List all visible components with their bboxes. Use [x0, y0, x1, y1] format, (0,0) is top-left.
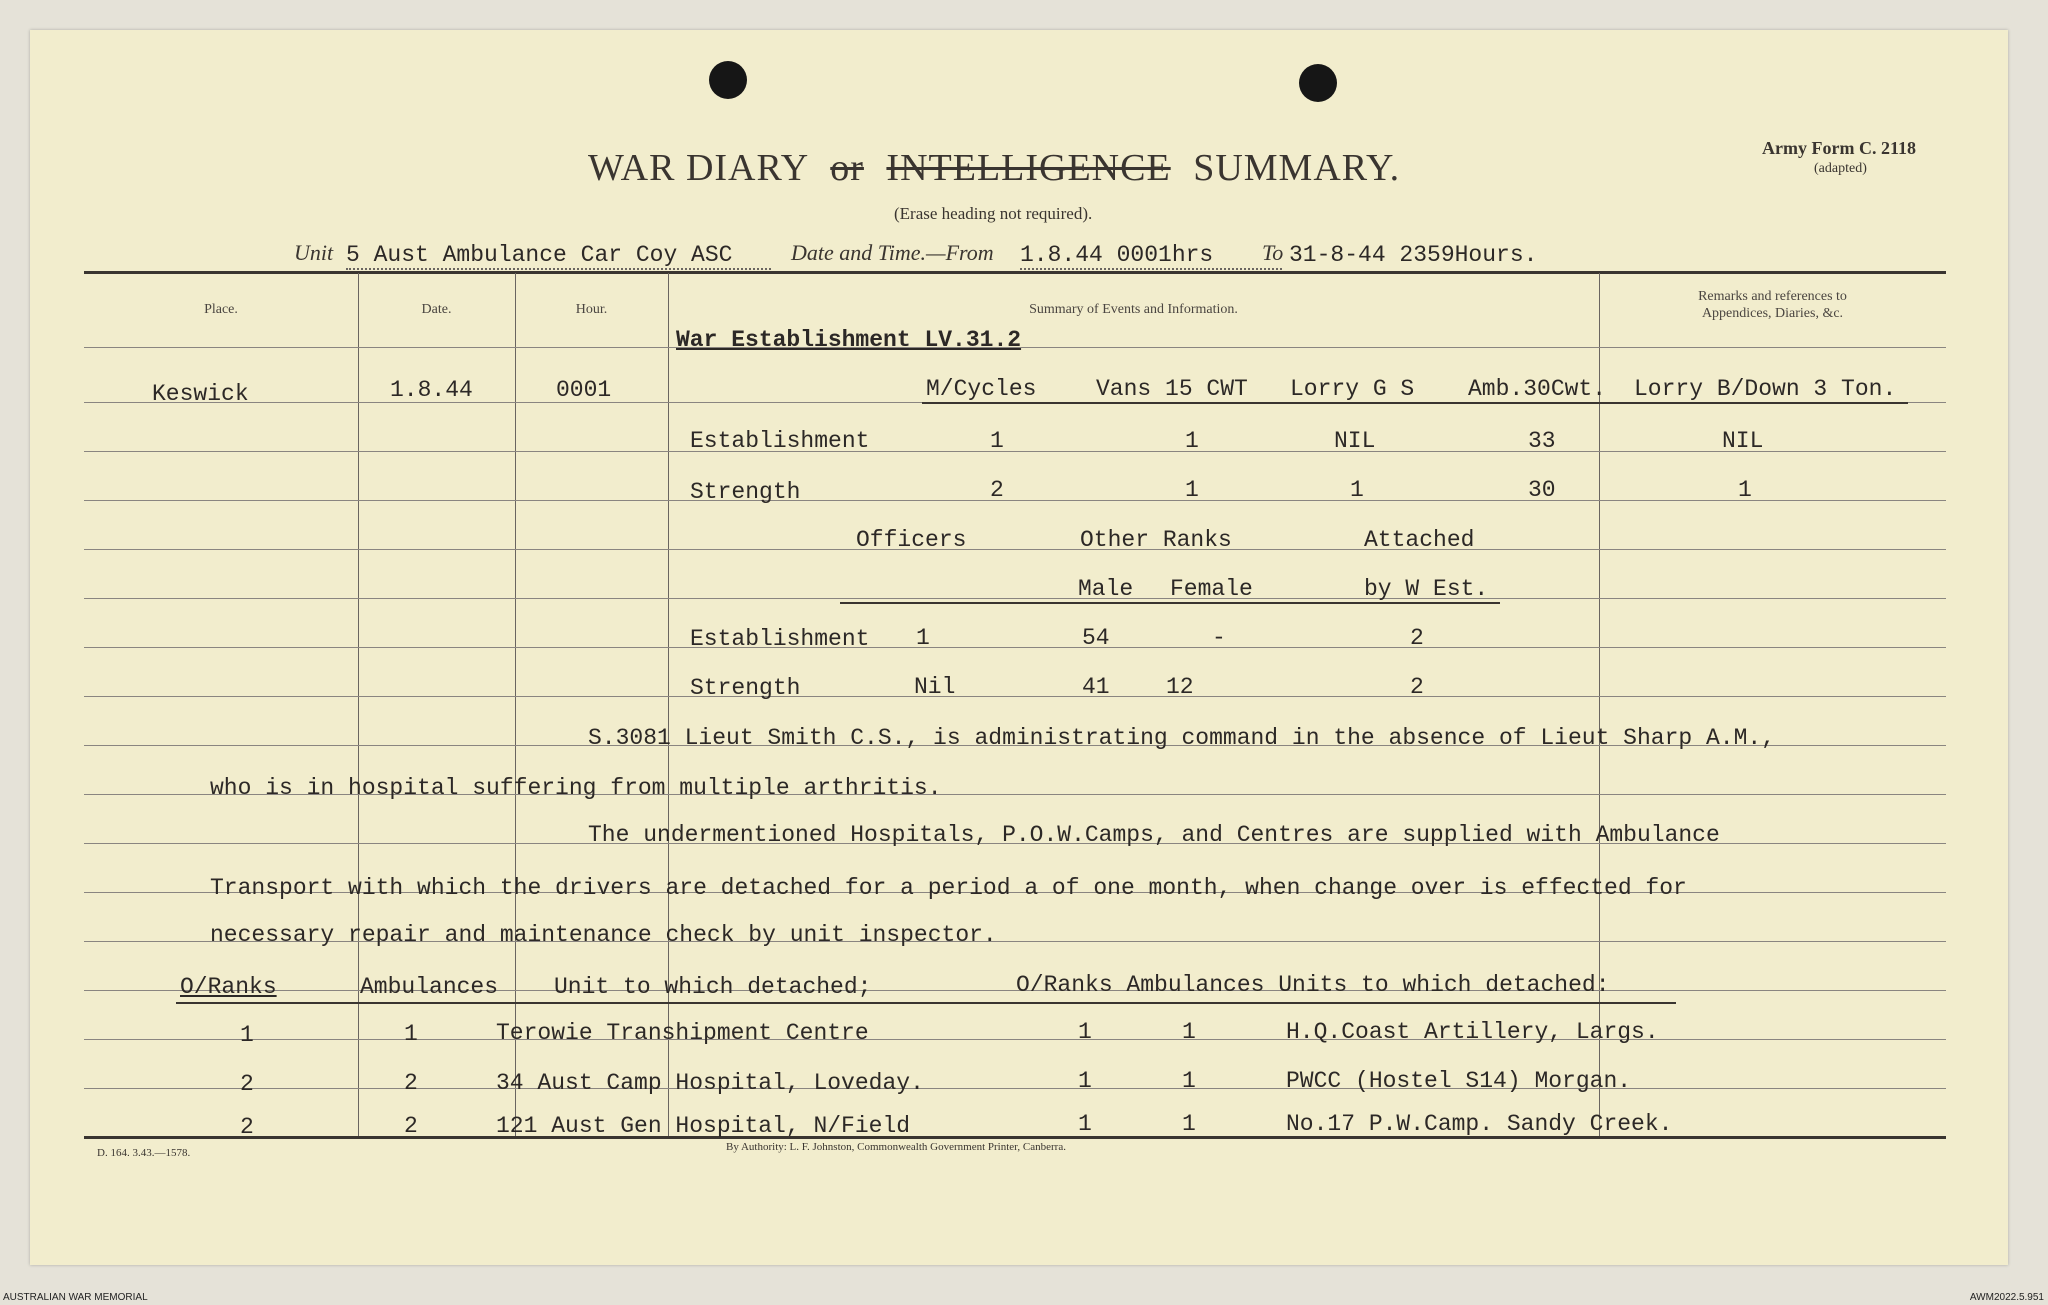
page-title: WAR DIARY or INTELLIGENCE SUMMARY. [588, 147, 1401, 189]
detachment-unit-2: PWCC (Hostel S14) Morgan. [1286, 1068, 1632, 1094]
ruled-line [84, 500, 1946, 501]
ruled-line [84, 549, 1946, 550]
personnel-header-by-w-est: by W Est. [1364, 576, 1489, 602]
column-header-remarks-line1: Remarks and references to [1698, 289, 1847, 304]
detachment-o-ranks-2: 1 [1078, 1111, 1092, 1137]
detachment-unit: 121 Aust Gen Hospital, N/Field [496, 1113, 911, 1139]
vehicle-header: Lorry G S [1290, 376, 1415, 402]
ruled-line [84, 451, 1946, 452]
vehicle-row-label: Establishment [690, 428, 870, 454]
vehicle-value: 1 [1185, 477, 1199, 503]
personnel-male: 54 [1082, 625, 1110, 651]
personnel-attached: 2 [1410, 674, 1424, 700]
narrative-line: necessary repair and maintenance check by unit inspector. [210, 922, 997, 948]
detachment-header-o-ranks: O/Ranks [180, 974, 277, 1000]
printer-authority: By Authority: L. F. Johnston, Commonwealth Government Printer, Canberra. [726, 1141, 1066, 1153]
vehicle-value: 2 [990, 477, 1004, 503]
vehicle-value: 1 [990, 428, 1004, 454]
table-top-rule [84, 271, 1946, 274]
unit-value: 5 Aust Ambulance Car Coy ASC [346, 242, 771, 270]
column-header-summary: Summary of Events and Information. [1029, 302, 1238, 317]
detachment-o-ranks-2: 1 [1078, 1068, 1092, 1094]
vehicle-header-underline [922, 402, 1908, 404]
erase-note: (Erase heading not required). [894, 204, 1093, 223]
detachment-o-ranks-2: 1 [1078, 1019, 1092, 1045]
vehicle-value: 1 [1185, 428, 1199, 454]
ruled-line [84, 1088, 1946, 1089]
detachment-ambulances-2: 1 [1182, 1019, 1196, 1045]
personnel-female: - [1212, 625, 1226, 651]
vehicle-value: NIL [1334, 428, 1376, 454]
detachment-unit-2: No.17 P.W.Camp. Sandy Creek. [1286, 1111, 1673, 1137]
vehicle-value: 33 [1528, 428, 1556, 454]
entry-hour: 0001 [556, 377, 612, 403]
to-label: To [1262, 240, 1284, 265]
personnel-header-attached: Attached [1364, 527, 1475, 553]
detachment-ambulances: 1 [404, 1021, 418, 1047]
detachment-unit: Terowie Transhipment Centre [496, 1020, 869, 1046]
vehicle-row-label: Strength [690, 479, 801, 505]
date-time-label: Date and Time.—From [791, 240, 994, 265]
detachment-o-ranks: 2 [240, 1071, 254, 1097]
detachment-ambulances-2: 1 [1182, 1111, 1196, 1137]
detachment-o-ranks: 2 [240, 1114, 254, 1140]
ruled-line [84, 696, 1946, 697]
detachment-ambulances-2: 1 [1182, 1068, 1196, 1094]
vehicle-value: NIL [1722, 428, 1764, 454]
personnel-officers: Nil [914, 674, 956, 700]
vehicle-header: M/Cycles [926, 376, 1037, 402]
personnel-header-underline [840, 602, 1500, 604]
personnel-header-female: Female [1170, 576, 1253, 602]
detachment-header-right: O/Ranks Ambulances Units to which detached: [1016, 972, 1610, 998]
from-value: 1.8.44 0001hrs [1020, 242, 1282, 270]
detachment-ambulances: 2 [404, 1113, 418, 1139]
column-header-date: Date. [421, 302, 452, 317]
army-form-sub: (adapted) [1814, 161, 1867, 176]
column-header-place: Place. [204, 302, 238, 317]
vehicle-value: 1 [1738, 477, 1752, 503]
archive-caption-right: AWM2022.5.951 [1969, 1292, 2044, 1303]
column-header-hour: Hour. [575, 302, 608, 317]
personnel-male: 41 [1082, 674, 1110, 700]
archive-caption-left: AUSTRALIAN WAR MEMORIAL [3, 1292, 148, 1303]
personnel-officers: 1 [916, 625, 930, 651]
personnel-row-label: Strength [690, 675, 801, 701]
ruled-line [84, 1039, 1946, 1040]
detachment-unit-2: H.Q.Coast Artillery, Largs. [1286, 1019, 1659, 1045]
personnel-header-other-ranks: Other Ranks [1080, 527, 1232, 553]
detachment-header-ambulances: Ambulances [360, 974, 499, 1000]
ruled-line [84, 598, 1946, 599]
to-value: 31-8-44 2359Hours. [1289, 242, 1538, 268]
column-header-remarks-line2: Appendices, Diaries, &c. [1701, 306, 1844, 321]
personnel-attached: 2 [1410, 625, 1424, 651]
personnel-header-male: Male [1078, 576, 1134, 602]
detachment-ambulances: 2 [404, 1070, 418, 1096]
vehicle-header: Lorry B/Down 3 Ton. [1634, 376, 1897, 402]
unit-label: Unit [294, 240, 334, 265]
vehicle-value: 1 [1350, 477, 1364, 503]
detachment-o-ranks: 1 [240, 1022, 254, 1048]
ruled-line [84, 647, 1946, 648]
vehicle-header: Vans 15 CWT [1096, 376, 1248, 402]
detachment-header-underline [176, 1002, 1676, 1004]
narrative-line: S.3081 Lieut Smith C.S., is administrating command in the absence of Lieut Sharp A.M., [588, 725, 1775, 751]
vehicle-value: 30 [1528, 477, 1556, 503]
vehicle-header: Amb.30Cwt. [1468, 376, 1607, 402]
detachment-header-unit: Unit to which detached; [554, 974, 872, 1000]
form-number: D. 164. 3.43.—1578. [97, 1147, 191, 1159]
entry-date: 1.8.44 [390, 377, 473, 403]
personnel-female: 12 [1166, 674, 1194, 700]
army-form-number: Army Form C. 2118 [1762, 138, 1916, 158]
detachment-unit: 34 Aust Camp Hospital, Loveday. [496, 1070, 924, 1096]
punch-hole-right [1299, 64, 1337, 102]
narrative-line: The undermentioned Hospitals, P.O.W.Camps, and Centres are supplied with Ambulance [588, 822, 1720, 848]
punch-hole-left [709, 61, 747, 99]
personnel-header-officers: Officers [856, 527, 967, 553]
narrative-line: Transport with which the drivers are detached for a period a of one month, when change over is effected for [210, 875, 1687, 901]
narrative-line: who is in hospital suffering from multiple arthritis. [210, 775, 942, 801]
personnel-row-label: Establishment [690, 626, 870, 652]
war-establishment-title: War Establishment LV.31.2 [676, 327, 1022, 353]
entry-place: Keswick [152, 381, 249, 407]
